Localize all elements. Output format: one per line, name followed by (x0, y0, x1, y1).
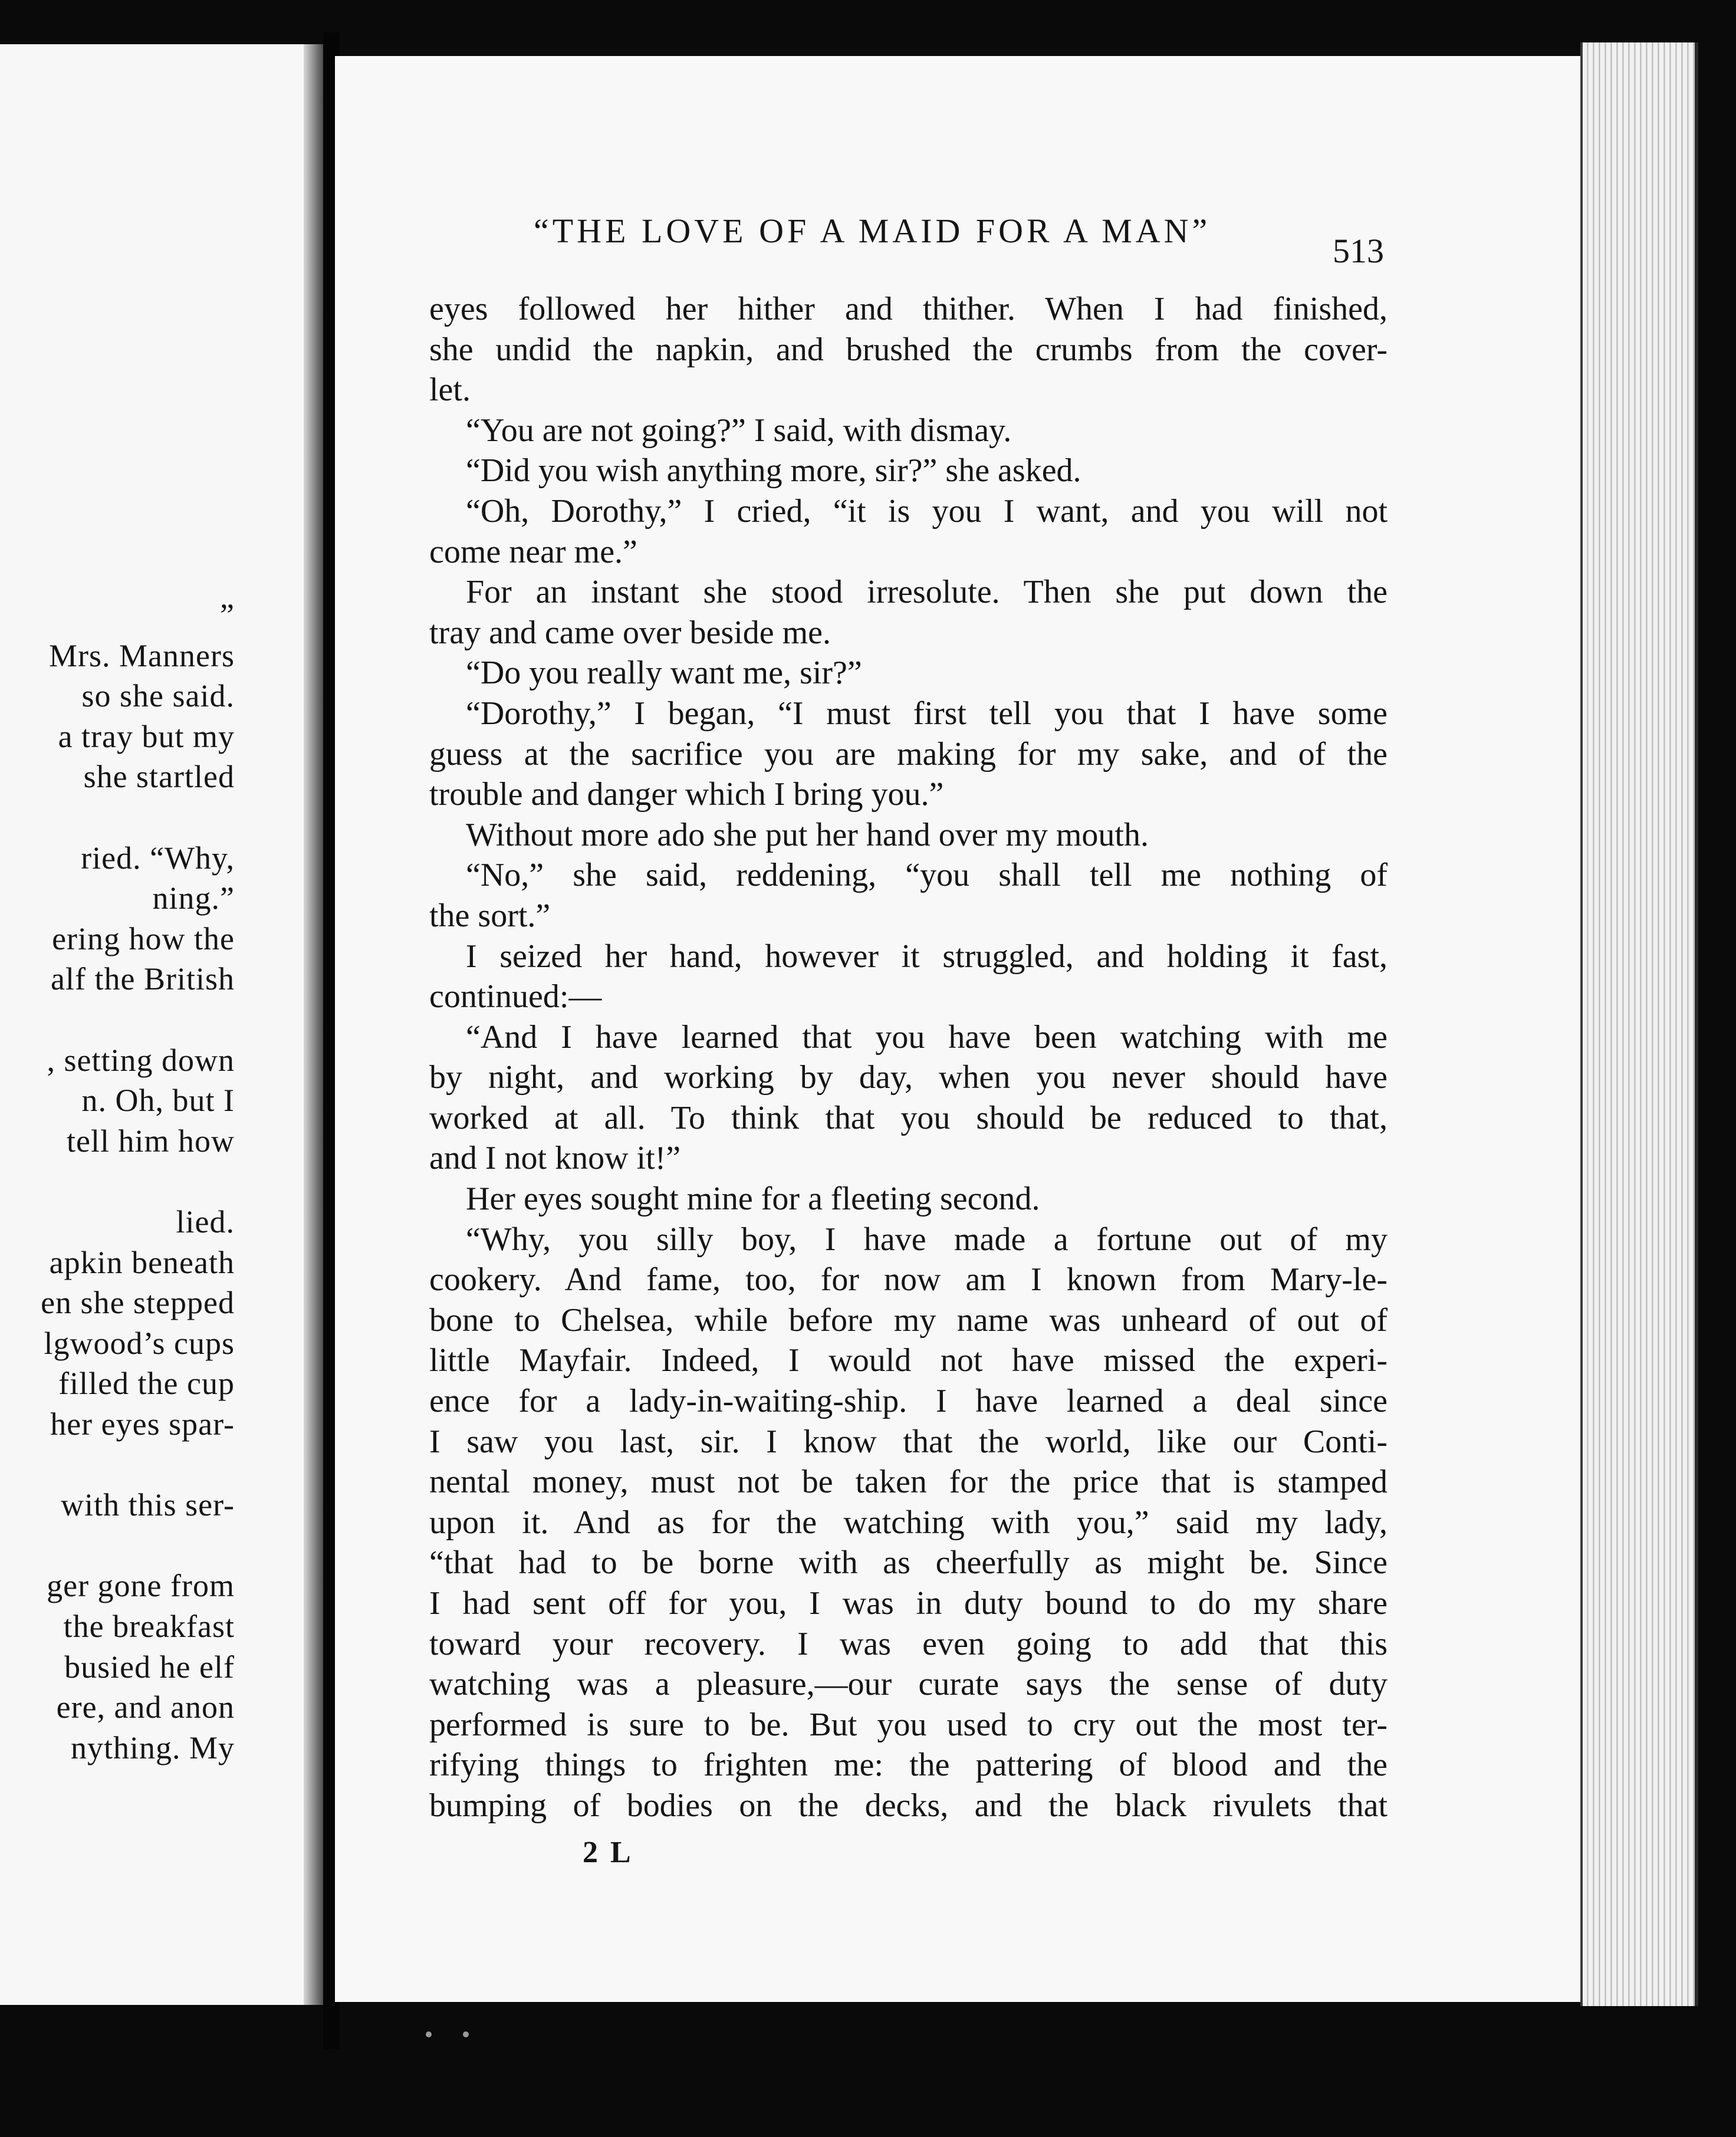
text-line: eyes followed her hither and thither. When I had finished, (429, 291, 1388, 327)
text-line: “that had to be borne with as cheerfully as might be. Since (429, 1544, 1388, 1582)
text-line: performed is sure to be. But you used to cry out the most ter- (429, 1706, 1388, 1743)
left-page-line: apkin beneath (49, 1244, 235, 1280)
signature-mark: 2 L (583, 1836, 633, 1869)
text-line: I seized her hand, however it struggled, and holding it fast, (466, 938, 1388, 975)
left-page-line: alf the British (51, 961, 235, 997)
left-page-line: the breakfast (63, 1609, 235, 1644)
left-page-line: her eyes spar- (50, 1406, 235, 1442)
page-edges (1580, 42, 1698, 2006)
text-line: worked at all. To think that you should be reduced to that, (429, 1099, 1388, 1136)
left-page-line: n. Oh, but I (81, 1083, 235, 1119)
text-line: I saw you last, sir. I know that the world, like our Conti- (429, 1423, 1388, 1460)
left-page-line: tell him how (67, 1123, 235, 1159)
left-page-line: ering how the (52, 920, 235, 956)
left-page-line: so she said. (81, 678, 235, 714)
text-line: “Did you wish anything more, sir?” she asked. (466, 452, 1081, 489)
text-line: “No,” she said, reddening, “you shall tell me nothing of (466, 857, 1388, 894)
text-line: rifying things to frighten me: the pattering of blood and the (429, 1747, 1388, 1784)
text-line: bone to Chelsea, while before my name was unheard of out of (429, 1301, 1388, 1339)
text-line: watching was a pleasure,—our curate says the sense of duty (429, 1666, 1388, 1703)
page-body-text (429, 289, 1388, 1826)
left-page-line: filled the cup (58, 1366, 235, 1402)
text-line: come near me.” (429, 533, 637, 570)
text-line: “And I have learned that you have been watching with me (466, 1018, 1388, 1056)
page-number: 513 (1333, 232, 1384, 270)
text-line: “Why, you silly boy, I have made a fortune out of my (466, 1221, 1388, 1258)
text-line: tray and came over beside me. (429, 614, 831, 651)
left-page-line: ger gone from (47, 1568, 235, 1604)
text-line: by night, and working by day, when you never should have (429, 1059, 1388, 1096)
left-page-line: lgwood’s cups (44, 1325, 235, 1361)
left-page-line: she startled (83, 759, 235, 795)
left-page-line: with this ser- (61, 1487, 235, 1523)
text-line: let. (429, 371, 471, 409)
text-line: trouble and danger which I bring you.” (429, 776, 944, 813)
left-page-line: ere, and anon (56, 1689, 235, 1725)
text-line: “You are not going?” I said, with dismay. (466, 412, 1012, 449)
scan-speck (463, 2031, 469, 2037)
text-line: guess at the sacrifice you are making for my sake, and of the (429, 735, 1388, 772)
text-line: toward your recovery. I was even going to add that this (429, 1625, 1388, 1662)
left-page-line: busied he elf (64, 1649, 235, 1685)
text-line: ence for a lady-in-waiting-ship. I have learned a deal since (429, 1383, 1388, 1420)
left-page-gutter-shadow (304, 44, 323, 2005)
left-page-line: lied. (176, 1204, 235, 1240)
text-line: For an instant she stood irresolute. Then she put down the (466, 574, 1388, 611)
text-line: the sort.” (429, 897, 551, 934)
left-facing-page (0, 44, 323, 2005)
left-page-line: , setting down (47, 1042, 235, 1078)
text-line: Without more ado she put her hand over my mouth. (466, 816, 1149, 853)
left-page-line: nything. My (70, 1730, 235, 1766)
left-page-line: ried. “Why, (81, 840, 235, 876)
text-line: she undid the napkin, and brushed the crumbs from the cover- (429, 331, 1388, 368)
text-line: “Do you really want me, sir?” (466, 655, 862, 692)
text-line: upon it. And as for the watching with you,” said my lady, (429, 1504, 1388, 1541)
text-line: Her eyes sought mine for a fleeting second. (466, 1181, 1040, 1218)
text-line: “Oh, Dorothy,” I cried, “it is you I want, and you will not (466, 492, 1388, 530)
text-line: bumping of bodies on the decks, and the black rivulets that (429, 1787, 1388, 1824)
text-line: “Dorothy,” I began, “I must first tell you that I have some (466, 695, 1388, 732)
text-line: I had sent off for you, I was in duty bound to do my share (429, 1585, 1388, 1622)
text-line: nental money, must not be taken for the price that is stamped (429, 1464, 1388, 1501)
text-line: little Mayfair. Indeed, I would not have missed the experi- (429, 1342, 1388, 1379)
left-page-line: en she stepped (41, 1285, 235, 1321)
text-line: and I not know it!” (429, 1140, 681, 1177)
text-line: cookery. And fame, too, for now am I known from Mary-le- (429, 1261, 1388, 1298)
text-line: continued:— (429, 978, 602, 1015)
left-page-line: ” (220, 597, 235, 633)
running-head: “THE LOVE OF A MAID FOR A MAN” (534, 212, 1211, 250)
left-page-line: Mrs. Manners (49, 637, 235, 673)
scan-speck (426, 2031, 432, 2037)
left-page-line: a tray but my (58, 718, 235, 754)
left-page-line: ning.” (152, 880, 235, 916)
